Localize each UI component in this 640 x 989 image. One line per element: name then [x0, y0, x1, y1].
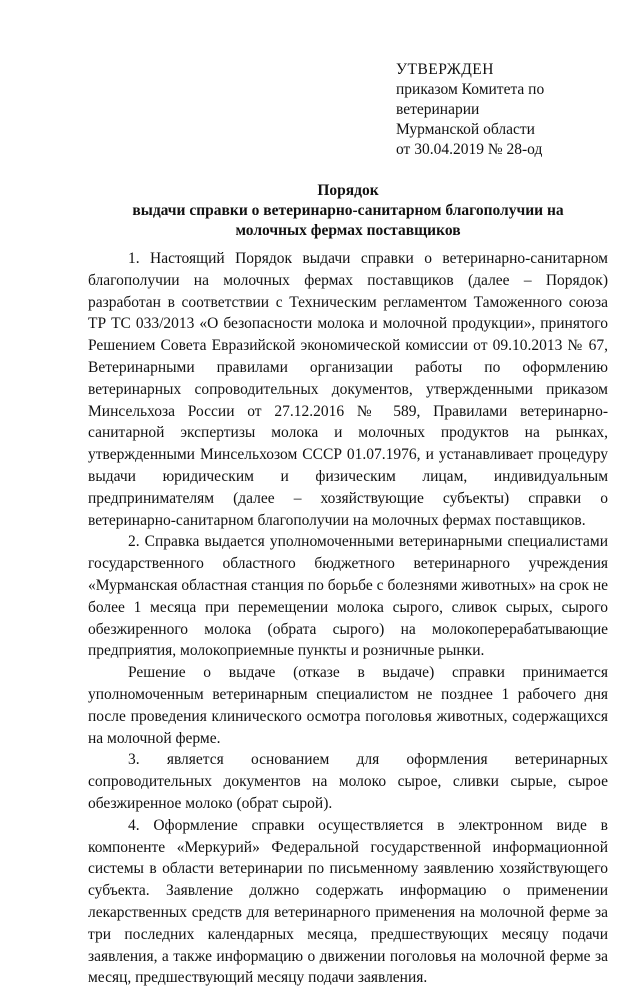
- approval-line: ветеринарии: [396, 101, 480, 118]
- paragraph-4: 4. Оформление справки осуществляется в электронном виде в компоненте «Меркурий» Федеральной государственной информационной системы в области ветеринарии по письменному заявлению хозяйствующего субъекта. Заявление должно содержать информацию о применении лекарственных средств для ветеринарного применения на молочной ферме за три последних календарных месяца, предшествующих месяцу подачи заявления, а также информацию о движении поголовья на молочной ферме за месяц, предшествующий месяцу подачи заявления.: [88, 816, 608, 987]
- document-body: [88, 248, 608, 989]
- approval-date: от 30.04.2019 № 28-од: [396, 141, 543, 158]
- document-title: [88, 181, 608, 241]
- title-subtitle: выдачи справки о ветеринарно-санитарном благополучии на молочных фермах поставщиков: [132, 202, 564, 239]
- approval-block: [396, 60, 596, 160]
- approval-heading: УТВЕРЖДЕН: [396, 61, 494, 78]
- paragraph-1: 1. Настоящий Порядок выдачи справки о ветеринарно-санитарном благополучии на молочных фермах поставщиков (далее – Порядок) разработан в соответствии с Техническим регламентом Таможенного союза ТР ТС 033/2013 «О безопасности молока и молочной продукции», принятого Решением Совета Евразийской экономической комиссии от 09.10.2013 № 67, Ветеринарными правилами организации работы по оформлению ветеринарных сопроводительных документов, утвержденными приказом Минсельхоза России от 27.12.2016 № 589, Правилами ветеринарно-санитарной экспертизы молока и молочных продуктов на рынках, утвержденными Минсельхозом СССР 01.07.1976, и устанавливает процедуру выдачи юридическим и физическим лицам, индивидуальным предпринимателям (далее – хозяйствующие субъекты) справки о ветеринарно-санитарном благополучии на молочных фермах поставщиков.: [88, 250, 608, 529]
- paragraph-3: 3. является основанием для оформления ветеринарных сопроводительных документов на молоко сырое, сливки сырые, сырое обезжиренное молоко (обрат сырой).: [88, 751, 608, 812]
- approval-line: Мурманской области: [396, 121, 535, 138]
- title-line: Порядок: [317, 182, 379, 199]
- paragraph-2-decision: Решение о выдаче (отказе в выдаче) справки принимается уполномоченным ветеринарным специалистом не позднее 1 рабочего дня после проведения клинического осмотра поголовья животных, содержащихся на молочной ферме.: [88, 664, 608, 747]
- paragraph-2: 2. Справка выдается уполномоченными ветеринарными специалистами государственного областного бюджетного ветеринарного учреждения «Мурманская областная станция по борьбе с болезнями животных» на срок не более 1 месяца при перемещении молока сырого, сливок сырых, сырого обезжиренного молока (обрата сырого) на молокоперерабатывающие предприятия, молокоприемные пункты и розничные рынки.: [88, 533, 608, 660]
- approval-line: приказом Комитета по: [396, 81, 545, 98]
